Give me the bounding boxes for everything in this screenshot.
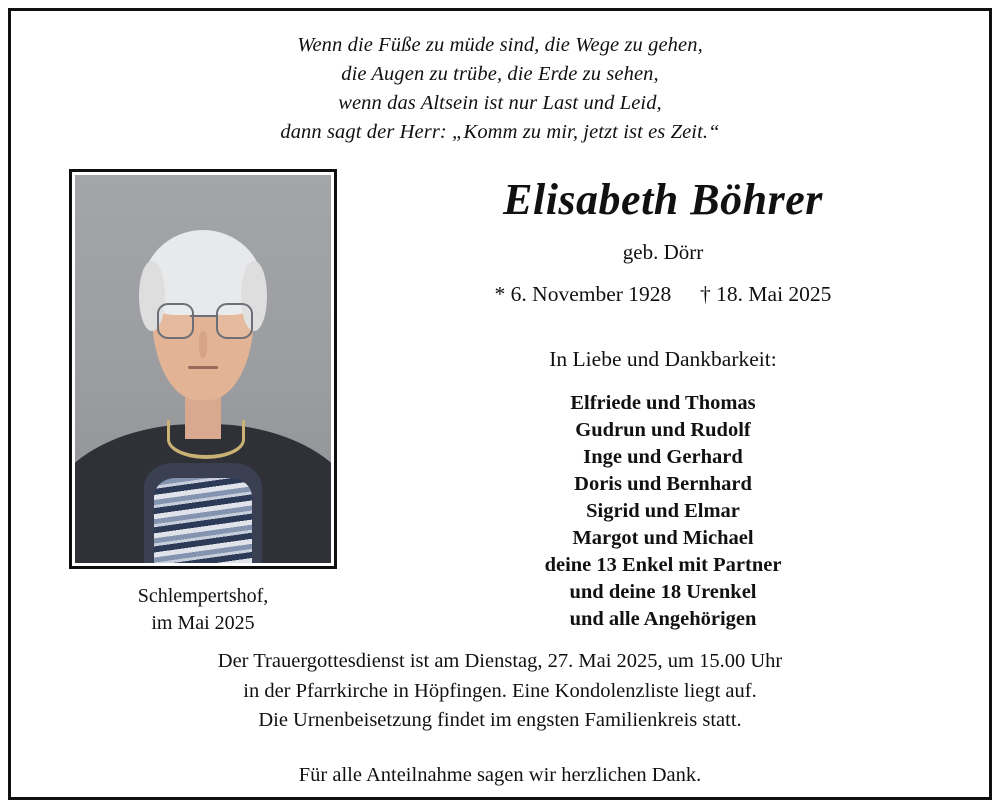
family-list (373, 390, 953, 633)
death-date: † 18. Mai 2025 (700, 281, 832, 306)
portrait-caption (63, 583, 343, 637)
list-item: Doris und Bernhard (574, 472, 752, 495)
photo-glasses-left-lens (157, 303, 194, 338)
list-item: Elfriede und Thomas (570, 391, 756, 414)
main-content (11, 169, 989, 639)
photo-necklace (167, 420, 245, 459)
verse-line-3: wenn das Altsein ist nur Last und Leid, (338, 92, 662, 115)
verse-line-2: die Augen zu trübe, die Erde zu sehen, (341, 63, 659, 86)
list-item: Inge und Gerhard (583, 445, 743, 468)
portrait-caption-line-1: Schlempertshof, (137, 585, 269, 608)
list-item: und deine 18 Urenkel (569, 580, 757, 603)
service-line-1: Der Trauergottesdienst ist am Dienstag, 27. Mai 2025, um 15.00 Uhr (217, 650, 783, 673)
obituary-card-frame (8, 8, 992, 800)
service-line-3: Die Urnenbeisetzung findet im engsten Familienkreis statt. (258, 708, 742, 731)
service-information (11, 647, 989, 789)
birth-date: * 6. November 1928 (494, 281, 672, 306)
portrait-photo (75, 175, 331, 563)
list-item: Sigrid und Elmar (586, 499, 740, 522)
list-item: Margot und Michael (572, 526, 754, 549)
deceased-details (373, 169, 953, 633)
list-item: Gudrun und Rudolf (575, 418, 751, 441)
portrait-caption-line-2: im Mai 2025 (151, 612, 255, 635)
maiden-name: geb. Dörr (622, 239, 704, 264)
photo-mouth (188, 366, 219, 369)
photo-striped-blouse (154, 478, 251, 563)
deceased-name: Elisabeth Böhrer (503, 175, 823, 225)
memorial-verse (11, 11, 989, 147)
verse-line-1: Wenn die Füße zu müde sind, die Wege zu gehen, (297, 34, 703, 56)
obituary-card-inner (11, 11, 989, 797)
thanks-note: Für alle Anteilnahme sagen wir herzlichen Dank. (298, 763, 702, 786)
life-dates (373, 282, 953, 307)
photo-glasses-right-lens (216, 303, 253, 338)
portrait-frame (69, 169, 337, 569)
photo-nose (199, 331, 207, 358)
verse-line-4: dann sagt der Herr: „Komm zu mir, jetzt ist es Zeit.“ (280, 121, 720, 144)
list-item: deine 13 Enkel mit Partner (544, 553, 782, 576)
service-line-2: in der Pfarrkirche in Höpfingen. Eine Kondolenzliste liegt auf. (243, 679, 757, 702)
list-item: und alle Angehörigen (569, 608, 757, 630)
service-details (11, 647, 989, 734)
portrait-block (63, 169, 343, 637)
dedication-line: In Liebe und Dankbarkeit: (549, 346, 777, 371)
photo-glasses-bridge (190, 315, 216, 317)
